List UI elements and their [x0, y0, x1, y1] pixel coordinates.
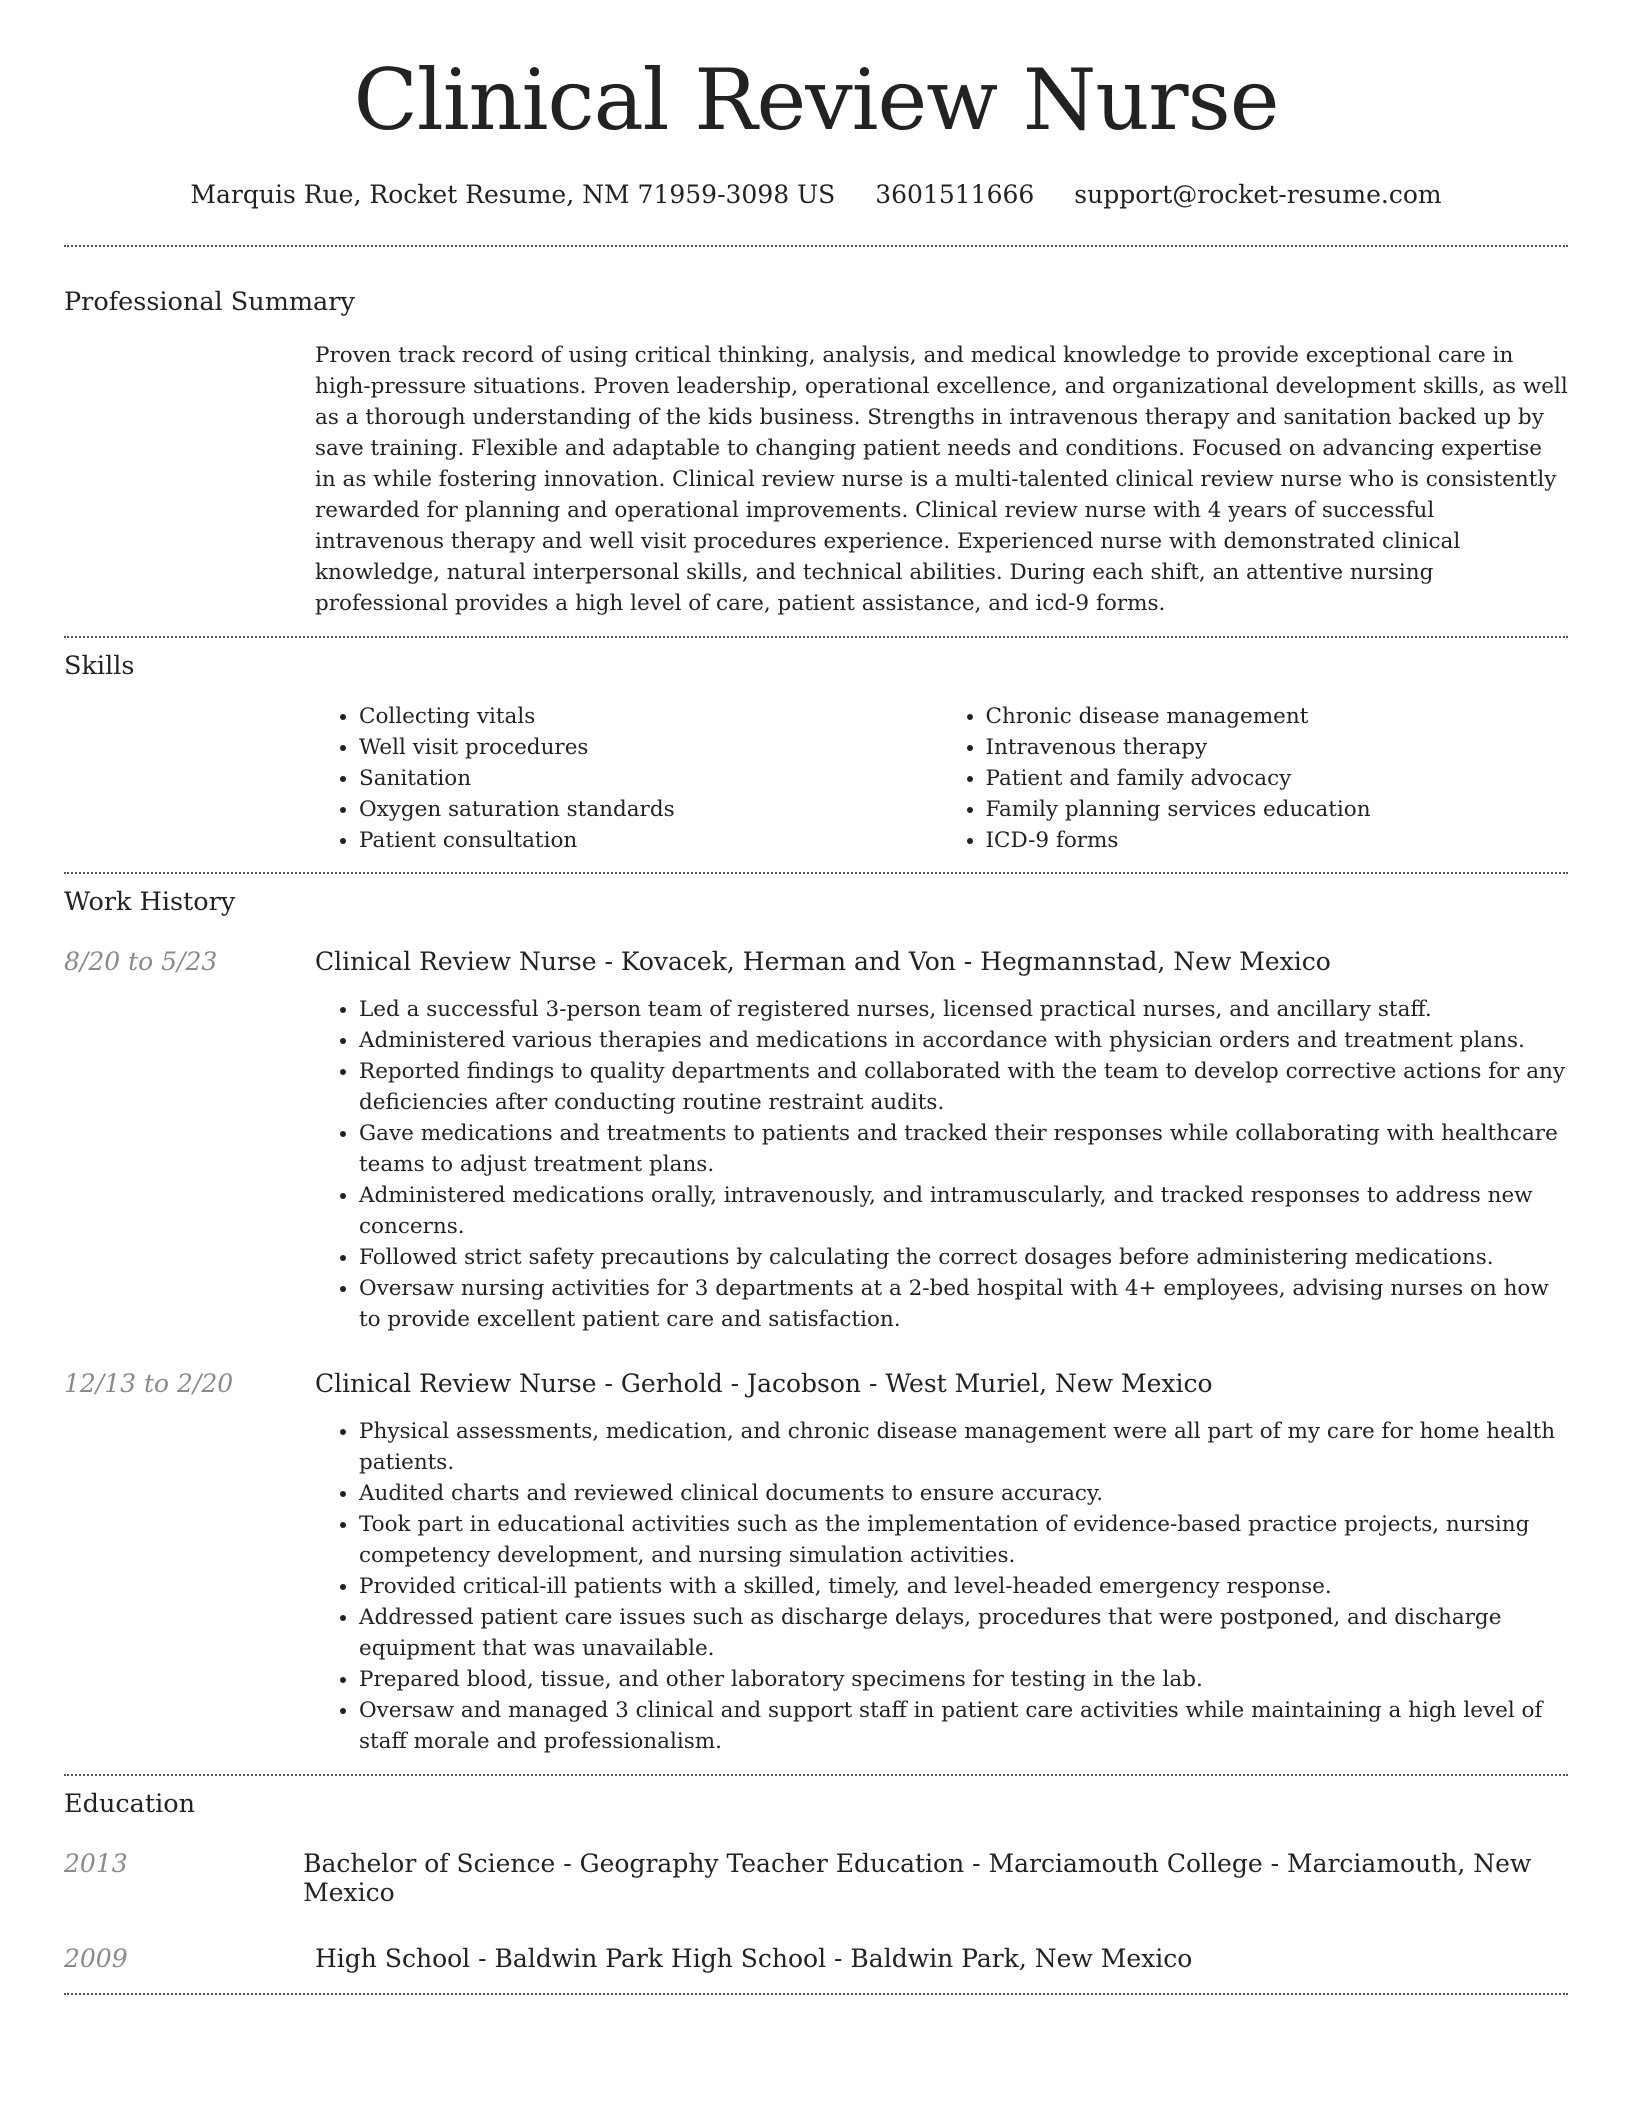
resume-page [64, 0, 1568, 1995]
job-bullet: • Reported findings to quality departments and collaborated with the team to develop corrective actions for any deficiencies after conducting routine restraint audits. [359, 1056, 1568, 1118]
education-school: Baldwin Park High School [494, 1944, 827, 1973]
skill-item: • Patient consultation [359, 825, 942, 856]
resume-name: Clinical Review Nurse [353, 51, 1279, 149]
job-dates: 12/13 to 2/20 [64, 1368, 234, 1398]
job-bullet: • Administered medications orally, intravenously, and intramuscularly, and tracked responses to address new concerns. [359, 1180, 1568, 1242]
education-entry [64, 1849, 1568, 1907]
education-location: Marciamouth, New Mexico [303, 1849, 1532, 1907]
section-title-summary: Professional Summary [64, 287, 355, 317]
summary-block [315, 340, 1568, 619]
education-degree: High School [315, 1944, 471, 1973]
job-company: Gerhold - Jacobson [620, 1368, 862, 1398]
skill-item: • Oxygen saturation standards [359, 794, 942, 825]
divider [64, 1774, 1568, 1776]
skill-item: • Collecting vitals [359, 701, 942, 732]
job-bullet: • Gave medications and treatments to patients and tracked their responses while collaborating with healthcare teams to adjust treatment plans. [359, 1118, 1568, 1180]
job-position: Clinical Review Nurse [315, 1368, 597, 1398]
job-location: West Muriel, New Mexico [885, 1368, 1213, 1398]
job-bullet: • Prepared blood, tissue, and other laboratory specimens for testing in the lab. [359, 1664, 1568, 1695]
education-year: 2013 [64, 1849, 128, 1878]
skills-column-right [942, 701, 1569, 856]
education-field: Geography Teacher Education [579, 1849, 965, 1878]
job-bullets [315, 1416, 1568, 1757]
divider [64, 636, 1568, 638]
education-location: Baldwin Park, New Mexico [850, 1944, 1193, 1973]
job-bullet: • Led a successful 3-person team of registered nurses, licensed practical nurses, and ancillary staff. [359, 994, 1568, 1025]
job-bullet: • Administered various therapies and medications in accordance with physician orders and treatment plans. [359, 1025, 1568, 1056]
skills-column-left [315, 701, 942, 856]
job-location: Hegmannstad, New Mexico [980, 946, 1331, 976]
section-title-work: Work History [64, 887, 236, 917]
job-dates: 8/20 to 5/23 [64, 946, 218, 976]
job-bullets [315, 994, 1568, 1335]
divider [64, 1993, 1568, 1995]
contact-address: Marquis Rue, Rocket Resume, NM 71959-3098 US [190, 180, 836, 209]
summary-text: Proven track record of using critical thinking, analysis, and medical knowledge to provide exceptional care in high-pressure situations. Proven leadership, operational excellence, and organizational development skills, as well as a thorough understanding of the kids business. Strengths in intravenous therapy and sanitation backed up by save training. Flexible and adaptable to changing patient needs and conditions. Focused on advancing expertise in as while fostering innovation. Clinical review nurse is a multi-talented clinical review nurse who is consistently rewarded for planning and operational improvements. Clinical review nurse with 4 years of successful intravenous therapy and well visit procedures experience. Experienced nurse with demonstrated clinical knowledge, natural interpersonal skills, and technical abilities. During each shift, an attentive nursing professional provides a high level of care, patient assistance, and icd-9 forms. [315, 342, 1568, 616]
job-bullet: • Physical assessments, medication, and chronic disease management were all part of my care for home health patients. [359, 1416, 1568, 1478]
divider [64, 245, 1568, 247]
job-bullet: • Took part in educational activities such as the implementation of evidence-based practice projects, nursing competency development, and nursing simulation activities. [359, 1509, 1568, 1571]
education-details: Bachelor of Science - Geography Teacher Education - Marciamouth College - Marciamouth, New Mexico [303, 1849, 1532, 1907]
education-entry [64, 1944, 1568, 1973]
job-company: Kovacek, Herman and Von [620, 946, 956, 976]
skill-item: • ICD-9 forms [986, 825, 1569, 856]
job-title: Clinical Review Nurse - Gerhold - Jacobson - West Muriel, New Mexico [315, 1368, 1213, 1398]
skill-item: • Family planning services education [986, 794, 1569, 825]
contact-line [64, 182, 1568, 207]
section-title-education: Education [64, 1788, 196, 1819]
skill-item: • Sanitation [359, 763, 942, 794]
contact-phone: 3601511666 [875, 180, 1035, 209]
job-position: Clinical Review Nurse [315, 946, 597, 976]
job-bullet: • Audited charts and reviewed clinical documents to ensure accuracy. [359, 1478, 1568, 1509]
job-title: Clinical Review Nurse - Kovacek, Herman and Von - Hegmannstad, New Mexico [315, 946, 1331, 976]
education-school: Marciamouth College [988, 1849, 1263, 1878]
job-bullet: • Oversaw and managed 3 clinical and support staff in patient care activities while maintaining a high level of staff morale and professionalism. [359, 1695, 1568, 1757]
job-bullet: • Followed strict safety precautions by calculating the correct dosages before administering medications. [359, 1242, 1568, 1273]
job-bullet: • Addressed patient care issues such as discharge delays, procedures that were postponed, and discharge equipment that was unavailable. [359, 1602, 1568, 1664]
skills-list [315, 701, 1568, 856]
contact-email: support@rocket-resume.com [1074, 180, 1442, 209]
skill-item: • Well visit procedures [359, 732, 942, 763]
skill-item: • Intravenous therapy [986, 732, 1569, 763]
job-bullet: • Oversaw nursing activities for 3 departments at a 2-bed hospital with 4+ employees, advising nurses on how to provide excellent patient care and satisfaction. [359, 1273, 1568, 1335]
job-bullet: • Provided critical-ill patients with a skilled, timely, and level-headed emergency response. [359, 1571, 1568, 1602]
education-degree: Bachelor of Science [303, 1849, 556, 1878]
education-details: High School - Baldwin Park High School - Baldwin Park, New Mexico [315, 1944, 1193, 1973]
divider [64, 872, 1568, 874]
job-header [64, 947, 1568, 976]
education-year: 2009 [64, 1944, 128, 1973]
job-header [64, 1369, 1568, 1398]
section-title-skills: Skills [64, 650, 135, 681]
skill-item: • Patient and family advocacy [986, 763, 1569, 794]
skill-item: • Chronic disease management [986, 701, 1569, 732]
